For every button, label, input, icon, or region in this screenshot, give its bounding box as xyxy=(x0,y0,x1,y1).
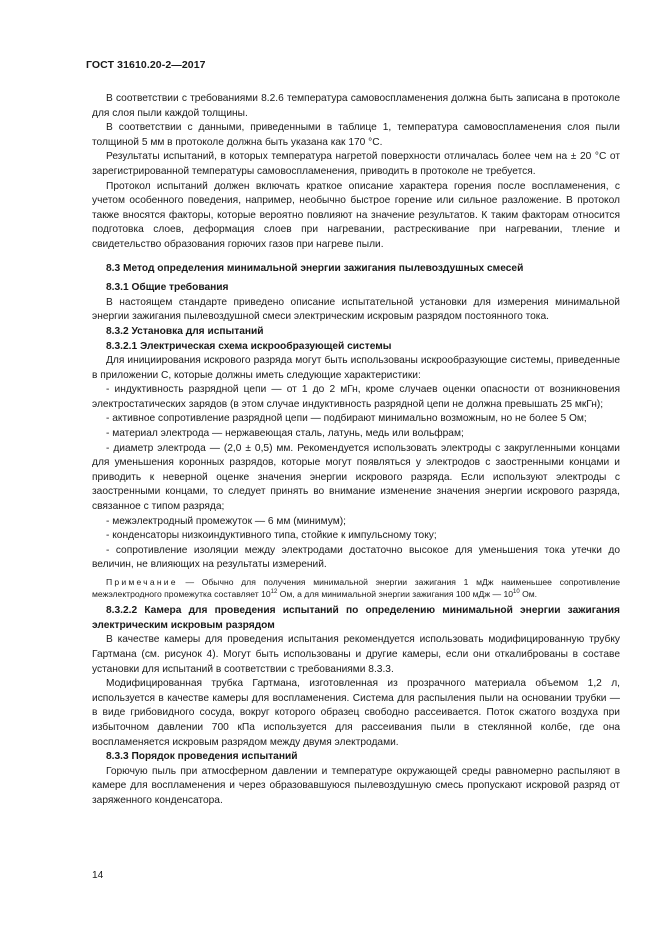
document-header: ГОСТ 31610.20-2—2017 xyxy=(86,59,206,71)
section-heading-8-3: 8.3 Метод определения минимальной энергии зажигания пылевоздушных смесей xyxy=(106,262,524,274)
section-heading-8-3-2-2: 8.3.2.2 Камера для проведения испытаний по определению минимальной энергии зажигания электрическим искровым разрядом xyxy=(92,605,620,631)
note-label: Примечание xyxy=(106,577,178,587)
note-text: — Обычно для получения минимальной энергии зажигания 1 мДж наименьшее сопротивление межэлектродного промежутка составляет 10 xyxy=(92,577,621,599)
note-exponent: 12 xyxy=(270,588,278,595)
list-item: - материал электрода — нержавеющая сталь, латунь, медь или вольфрам; xyxy=(106,428,464,440)
list-item: - индуктивность разрядной цепи — от 1 до 2 мГн, кроме случаев оценки опасности от возникновения электростатических зарядов (в этом случае индуктивность разрядной цепи не должна превышать 25 мкГн); xyxy=(92,384,620,410)
section-heading-8-3-3: 8.3.3 Порядок проведения испытаний xyxy=(106,751,298,763)
list-item: - диаметр электрода — (2,0 ± 0,5) мм. Рекомендуется использовать электроды с закругленными концами для уменьшения коронных разрядов, которые могут появляться у электродов с заостренными концами и приводить к неверной оценке значения энергии искрового разряда. Если используют электроды с заостренными концами, то следует принять во внимание изменение значения энергии искрового разряда, связанное с типом разряда; xyxy=(92,442,620,513)
paragraph: В качестве камеры для проведения испытания рекомендуется использовать модифицированную трубку Гартмана (см. рисунок 4). Могут быть использованы и другие камеры, если они откалиброваны в составе установки для испытаний в соответствии с требованиями 8.3.3. xyxy=(92,634,620,675)
page-number: 14 xyxy=(92,870,104,881)
section-heading-8-3-1: 8.3.1 Общие требования xyxy=(106,282,229,294)
paragraph: В настоящем стандарте приведено описание испытательной установки для измерения минимальной энергии зажигания пылевоздушной смеси электрическим искровым разрядом постоянного тока. xyxy=(92,296,620,323)
document-body xyxy=(92,92,620,809)
list-item: - активное сопротивление разрядной цепи — подбирают минимально возможным, но не более 5 Ом; xyxy=(106,413,587,425)
paragraph: Горючую пыль при атмосферном давлении и температуре окружающей среды равномерно распыляют в камере для воспламенения и через образовавшуюся пылевоздушную смесь пропускают искровой разряд от заряженного конденсатора. xyxy=(92,765,620,806)
paragraph: Результаты испытаний, в которых температура нагретой поверхности отличалась более чем на ± 20 °С от зарегистрированной температуры самовоспламенения, приводить в протоколе не требуется. xyxy=(92,151,620,177)
section-heading-8-3-2-1: 8.3.2.1 Электрическая схема искрообразующей системы xyxy=(106,340,392,352)
note xyxy=(92,577,620,600)
list-item: - конденсаторы низкоиндуктивного типа, стойкие к импульсному току; xyxy=(106,530,437,542)
paragraph: В соответствии с требованиями 8.2.6 температура самовоспламенения должна быть записана в протоколе для слоя пыли каждой толщины. xyxy=(92,93,620,119)
list-item: - межэлектродный промежуток — 6 мм (минимум); xyxy=(106,515,346,527)
note-exponent: 10 xyxy=(513,588,520,595)
paragraph: Модифицированная трубка Гартмана, изготовленная из прозрачного материала объемом 1,2 л, используется в качестве камеры для воспламенения. Система для распыления пыли на основании трубки — в виде грибовидного сосуда, вокруг которого образец свободно рассеивается. Поток сжатого воздуха при избыточном давлении 700 кПа используется для рассеивания пыли в стеклянной колбе, где она воспламеняется искровым разрядом между двумя электродами. xyxy=(92,678,620,748)
paragraph: Для инициирования искрового разряда могут быть использованы искрообразующие системы, приведенные в приложении С, которые должны иметь следующие характеристики: xyxy=(92,355,620,381)
note-text: Ом. xyxy=(519,588,538,599)
paragraph: Протокол испытаний должен включать краткое описание характера горения после воспламенения, с учетом особенного поведения, например, необычно быстрое горение или сильное разложение. В протокол также вносятся факторы, которые вероятно повлияют на значение результатов. К таким факторам относится подготовка слоев, деформация слоев при нагревании, растрескивание при нагревании, тление и свидетельство образования горючих газов при нагреве пыли. xyxy=(92,180,620,250)
note-text: Ом, а для минимальной энергии зажигания 100 мДж — 10 xyxy=(277,588,514,599)
section-heading-8-3-2: 8.3.2 Установка для испытаний xyxy=(106,325,264,337)
paragraph: В соответствии с данными, приведенными в таблице 1, температура самовоспламенения слоя пыли толщиной 5 мм в протоколе должна быть указана как 170 °С. xyxy=(92,122,620,148)
list-item: - сопротивление изоляции между электродами достаточно высокое для уменьшения тока утечки до величин, не влияющих на результаты измерений. xyxy=(92,544,620,571)
